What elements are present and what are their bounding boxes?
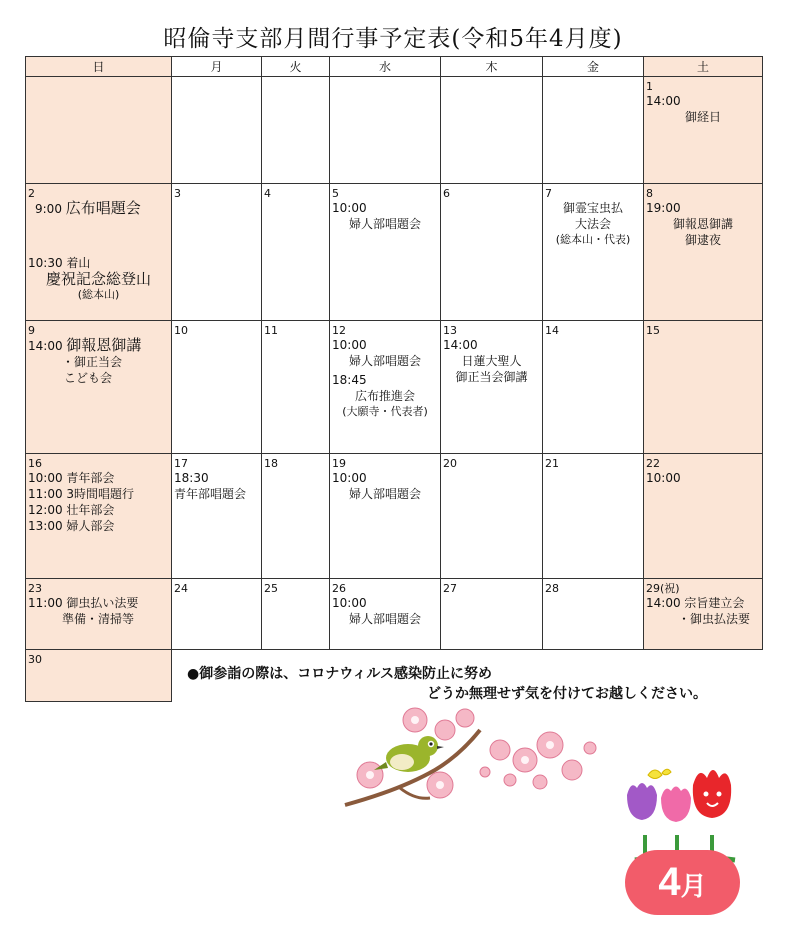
event-title: 御正当会御講 xyxy=(455,370,528,384)
day-number: 4 xyxy=(264,187,271,200)
red-tulip-icon xyxy=(693,770,731,818)
event-line: 11:00 3時間唱題行 xyxy=(28,487,135,501)
event-line: 準備・清掃等 xyxy=(62,612,135,626)
event-title: 御経日 xyxy=(684,110,721,124)
day-cell-4 xyxy=(262,184,330,321)
weekday-header-row xyxy=(26,57,763,77)
day-number: 23 xyxy=(28,582,42,595)
weekday-fri: 金 xyxy=(543,57,644,77)
pink-tulip-icon xyxy=(661,787,691,823)
day-number: 27 xyxy=(443,582,457,595)
day-cell-16 xyxy=(26,454,172,579)
day-number: 6 xyxy=(443,187,450,200)
day-cell-10 xyxy=(172,321,262,454)
day-cell-27 xyxy=(441,579,543,650)
day-cell-2 xyxy=(26,184,172,321)
day-cell-30 xyxy=(26,650,172,702)
event-line: ・御虫払法要 xyxy=(678,612,751,626)
event-title: 御報恩御講 xyxy=(66,336,142,354)
day-cell-23 xyxy=(26,579,172,650)
day-cell-28 xyxy=(543,579,644,650)
day-cell-7 xyxy=(543,184,644,321)
event-title: 慶祝記念総登山 xyxy=(45,270,151,288)
calendar-table xyxy=(25,56,763,702)
month-badge-unit: 月 xyxy=(680,872,707,902)
notice-line-1: ●御参詣の際は、コロナウィルス感染防止に努め xyxy=(187,666,492,682)
day-number: 5 xyxy=(332,187,339,200)
event-line: こども会 xyxy=(64,371,113,385)
day-number: 22 xyxy=(646,457,660,470)
event-line: 11:00 御虫払い法要 xyxy=(28,596,139,610)
day-number: 25 xyxy=(264,582,278,595)
event-time: 14:00 xyxy=(646,94,681,108)
day-cell-29 xyxy=(644,579,763,650)
day-number: 3 xyxy=(174,187,181,200)
cherry-blossom-branch-illustration xyxy=(340,700,610,815)
day-cell-22 xyxy=(644,454,763,579)
weekday-sat: 土 xyxy=(644,57,763,77)
day-cell-3 xyxy=(172,184,262,321)
day-number: 7 xyxy=(545,187,552,200)
purple-tulip-icon xyxy=(627,783,657,820)
event-title: 御霊宝虫払 xyxy=(562,201,623,215)
day-number: 10 xyxy=(174,324,188,337)
event-time: 19:00 xyxy=(646,201,681,215)
day-cell xyxy=(543,77,644,184)
day-cell-12 xyxy=(330,321,441,454)
day-number: 8 xyxy=(646,187,653,200)
day-cell-11 xyxy=(262,321,330,454)
week-row xyxy=(26,184,763,321)
day-number: 1 xyxy=(646,80,653,93)
notice-text xyxy=(187,664,707,704)
day-cell xyxy=(262,77,330,184)
day-cell-17 xyxy=(172,454,262,579)
day-number: 16 xyxy=(28,457,42,470)
week-row xyxy=(26,579,763,650)
day-cell-14 xyxy=(543,321,644,454)
event-note: (総本山) xyxy=(77,288,120,301)
event-line: ・御正当会 xyxy=(62,355,123,369)
day-cell xyxy=(172,77,262,184)
day-cell-20 xyxy=(441,454,543,579)
event-title: 御報恩御講 xyxy=(672,217,733,231)
day-cell-8 xyxy=(644,184,763,321)
event-time: 10:00 xyxy=(332,471,367,485)
weekday-tue: 火 xyxy=(262,57,330,77)
event-time: 14:00 xyxy=(28,339,63,353)
day-cell-1 xyxy=(644,77,763,184)
event-time: 10:00 xyxy=(332,338,367,352)
event-title: 広布推進会 xyxy=(354,389,415,403)
day-number: 9 xyxy=(28,324,35,337)
day-cell-6 xyxy=(441,184,543,321)
event-note: (総本山・代表) xyxy=(555,233,631,246)
event-time: 10:00 xyxy=(332,596,367,610)
day-number: 20 xyxy=(443,457,457,470)
day-number: 2 xyxy=(28,187,35,200)
notice-line-2: どうか無理せず気を付けてお越しください。 xyxy=(427,686,707,702)
day-number: 12 xyxy=(332,324,346,337)
event-line: 10:30 着山 xyxy=(28,256,91,270)
event-time: 10:00 xyxy=(646,471,681,485)
day-cell xyxy=(441,77,543,184)
event-title: 婦人部唱題会 xyxy=(348,354,421,368)
day-number: 11 xyxy=(264,324,278,337)
day-number: 14 xyxy=(545,324,559,337)
event-time: 14:00 xyxy=(443,338,478,352)
day-number: 17 xyxy=(174,457,188,470)
event-line: 12:00 壮年部会 xyxy=(28,503,115,517)
event-line: 10:00 青年部会 xyxy=(28,471,115,485)
event-line: 13:00 婦人部会 xyxy=(28,519,115,533)
month-badge-number: 4 xyxy=(658,860,681,904)
event-title: 大法会 xyxy=(574,217,611,231)
week-row xyxy=(26,321,763,454)
day-number: 18 xyxy=(264,457,278,470)
event-note: (大願寺・代表者) xyxy=(342,405,428,418)
event-time: 18:30 xyxy=(174,471,209,485)
event-title: 御逮夜 xyxy=(684,233,721,247)
event-time: 9:00 xyxy=(35,202,62,216)
event-title: 広布唱題会 xyxy=(65,199,141,217)
day-cell-21 xyxy=(543,454,644,579)
weekday-sun: 日 xyxy=(26,57,172,77)
event-title: 婦人部唱題会 xyxy=(348,612,421,626)
event-title: 婦人部唱題会 xyxy=(348,217,421,231)
day-number: 24 xyxy=(174,582,188,595)
day-number: 28 xyxy=(545,582,559,595)
day-cell-19 xyxy=(330,454,441,579)
day-cell xyxy=(330,77,441,184)
day-cell-5 xyxy=(330,184,441,321)
day-number: 29(祝) xyxy=(646,582,680,595)
event-time: 18:45 xyxy=(332,373,367,387)
day-cell-18 xyxy=(262,454,330,579)
day-cell-13 xyxy=(441,321,543,454)
event-title: 日蓮大聖人 xyxy=(461,354,522,368)
day-number: 26 xyxy=(332,582,346,595)
day-number: 19 xyxy=(332,457,346,470)
day-cell-9 xyxy=(26,321,172,454)
week-row xyxy=(26,77,763,184)
event-line: 14:00 宗旨建立会 xyxy=(646,596,745,610)
day-number: 21 xyxy=(545,457,559,470)
weekday-thu: 木 xyxy=(441,57,543,77)
week-row xyxy=(26,454,763,579)
day-cell-15 xyxy=(644,321,763,454)
day-cell xyxy=(26,77,172,184)
event-title: 青年部唱題会 xyxy=(174,487,247,501)
day-cell-24 xyxy=(172,579,262,650)
day-cell-25 xyxy=(262,579,330,650)
event-time: 10:00 xyxy=(332,201,367,215)
day-cell-26 xyxy=(330,579,441,650)
month-badge xyxy=(625,850,740,915)
day-number: 13 xyxy=(443,324,457,337)
day-number: 30 xyxy=(28,653,42,666)
page-title: 昭倫寺支部月間行事予定表(令和5年4月度) xyxy=(163,26,623,52)
event-title: 婦人部唱題会 xyxy=(348,487,421,501)
day-number: 15 xyxy=(646,324,660,337)
weekday-wed: 水 xyxy=(330,57,441,77)
weekday-mon: 月 xyxy=(172,57,262,77)
